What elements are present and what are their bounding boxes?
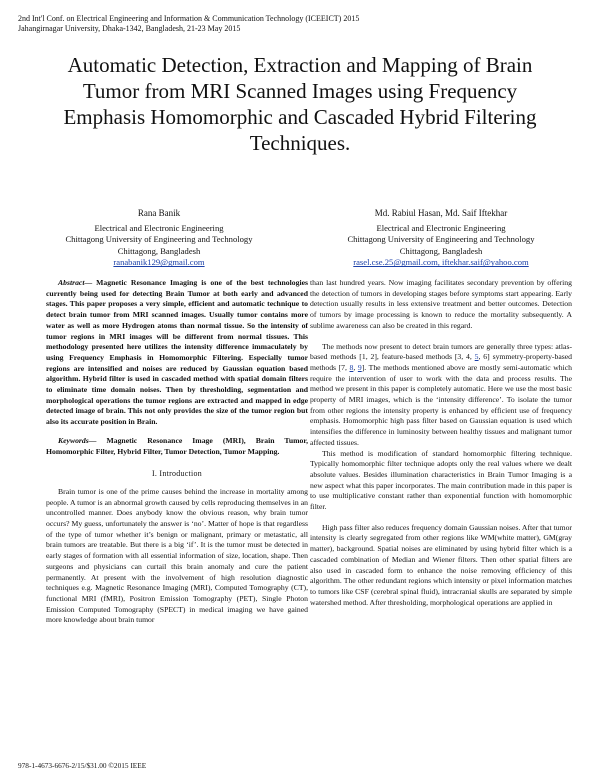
author-univ: Chittagong University of Engineering and Technology [347, 234, 535, 245]
author-name: Rana Banik [137, 208, 181, 218]
author-block-2 [316, 208, 566, 269]
author-city: Chittagong, Bangladesh [117, 245, 201, 256]
author-dept: Electrical and Electronic Engineering [94, 222, 224, 233]
author-name: Md. Rabiul Hasan, Md. Saif Iftekhar [374, 208, 508, 218]
citation-link[interactable]: 8 [349, 362, 354, 372]
author-univ: Chittagong University of Engineering and Technology [65, 234, 253, 245]
keywords-label: Keywords— [58, 435, 97, 445]
conference-header [18, 14, 359, 34]
author-email-link[interactable]: rasel.cse.25@gmail.com, iftekhar.saif@yahoo.com [353, 257, 529, 268]
abstract [46, 278, 308, 428]
text-run: , [353, 362, 358, 372]
author-dept: Electrical and Electronic Engineering [376, 222, 506, 233]
left-column [46, 278, 308, 626]
citation-link[interactable]: 9 [357, 362, 362, 372]
keywords [46, 436, 308, 457]
venue-line: Jahangirnagar University, Dhaka-1342, Bangladesh, 21-23 May 2015 [18, 24, 241, 33]
keywords-text: Magnetic Resonance Image (MRI), Brain Tumor, Homomorphic Filter, Hybrid Filter, Tumor Detection, Tumor Mapping. [46, 435, 308, 456]
right-column [310, 278, 572, 608]
intro-paragraph: Brain tumor is one of the prime causes behind the increase in mortality among people. A tumor is an abnormal growth caused by cells reproducing themselves in an uncontrolled manner. Does anybody know the obvious reason, why brain tumor occurs? My guess, unfortunately the answer is ‘no’. Matter of hope is that regardless of the type of tumor whether it’s benign or malignant, primary or metastatic, all brain tumors are treatable. But there is a big ‘if’. It is the tumor must be detected in early stages of formation with all essential information of size, location, shape. Then surgeons and physicians can curtail this brain anomaly and cure the patient permanently. At present with the involvement of high resolution diagnostic techniques e.g. Magnetic Resonance Imaging (MRI), Computed Tomography (CT), functional MRI (fMRI), Positron Emission Tomography (PET), Single Photon Emission Computed Tomography (SPECT) in medical imaging we have gained more knowledge about brain tumor [46, 486, 308, 625]
abstract-label: Abstract— [58, 278, 93, 287]
author-block-1 [34, 208, 284, 269]
text-run: The methods now present to detect brain tumors are generally three types: atlas-based methods [1, 2], feature-based methods [3, 4, [310, 341, 572, 362]
conference-line: 2nd Int'l Conf. on Electrical Engineering and Information & Communication Technology (ICEEICT) 2015 [18, 14, 360, 23]
text-run: ]. The methods mentioned above are mostly semi-automatic which require the intervention of user to work with the data and process results. The method we present in this paper is completely automatic. Here we use the most basic property of MRI images, which is the ‘intensity difference’. To isolate the tumor from other regions the intensity property is enhanced by efficient use of frequency emphasis. Homomorphic high pass filter based on Gaussian equation is used which intensifies the difference in luminosity between healthy tissues and malignant tumor affected tissues. [310, 362, 572, 447]
author-email-link[interactable]: ranabanik129@gmail.com [113, 257, 205, 268]
author-city: Chittagong, Bangladesh [399, 245, 483, 256]
text-run: , 6] symmetry-property-based methods [7, [310, 352, 572, 372]
body-paragraph: than last hundred years. Now imaging facilitates secondary prevention by offering the detection of tumors in developing stages before symptoms start appearing. Early detection usually results in less extensive treatment and better outcomes. Detection of tumors by image processing is known to reduce the mortality subsequently. A sublime awareness can also be created in this regard. [310, 278, 572, 330]
copyright-footer: 978-1-4673-6676-2/15/$31.00 ©2015 IEEE [18, 761, 147, 770]
body-paragraph: High pass filter also reduces frequency domain Gaussian noises. After that tumor intensity is clearly segregated from other regions like WM(white matter), GM(gray matter), background. Spatial noises are eliminated by using hybrid filter which is a cascaded combination of Median and Wiener filters. Then other spatial filters are also used in cascaded form to enhance the noise removing efficiency of this algorithm. The other redundant regions which intensity or pixel information matches to tumors like CSF (cerebral spinal fluid), intracranial skulls are separated by simple watershed method. After thresholding, morphological operations are applied in [310, 522, 572, 607]
body-paragraph-methods [310, 342, 572, 449]
citation-link[interactable]: 5 [474, 352, 479, 362]
paper-title: Automatic Detection, Extraction and Mapping of Brain Tumor from MRI Scanned Images using Frequency Emphasis Homomorphic and Cascaded Hybrid Filtering Techniques. [63, 53, 537, 155]
section-heading: I. Introduction [151, 469, 203, 479]
abstract-text: Magnetic Resonance Imaging is one of the best technologies currently being used for detecting Brain Tumor at both early and advanced stages. This paper proposes a very simple, efficient and automatic technique to detect brain tumor from MRI scanned images. Usually tumor contains more water as well as more Hydrogen atoms than normal tissue. So the intensity of tumor regions in MRI images will be different from normal tissues. This methodology presented here utilizes the intensity difference immaculately by using Frequency Emphasis in Homomorphic Filtering. Especially tumor regions are intensified and noises are reduced by Gaussian equation based algorithm. Hybrid filter is used in cascaded method with spatial domain filters to eliminate time domain noises. Then by thresholding, segmentation and morphological operations the tumor regions are extracted and mapped in edge detected image of brain. This not only provides the size of the tumor region but also its accurate position in Brain. [46, 278, 308, 427]
body-paragraph: This method is modification of standard homomorphic filtering technique. Typically homomorphic filter technique adopts only the real values where we dealt absolute values. Besides illumination characteristics in Brain Tumor Imaging is a new aspect what this paper incorporates. The main contribution made in this paper is to use multiplicative constant rather than exponential function with homomorphic filter. [310, 448, 572, 512]
